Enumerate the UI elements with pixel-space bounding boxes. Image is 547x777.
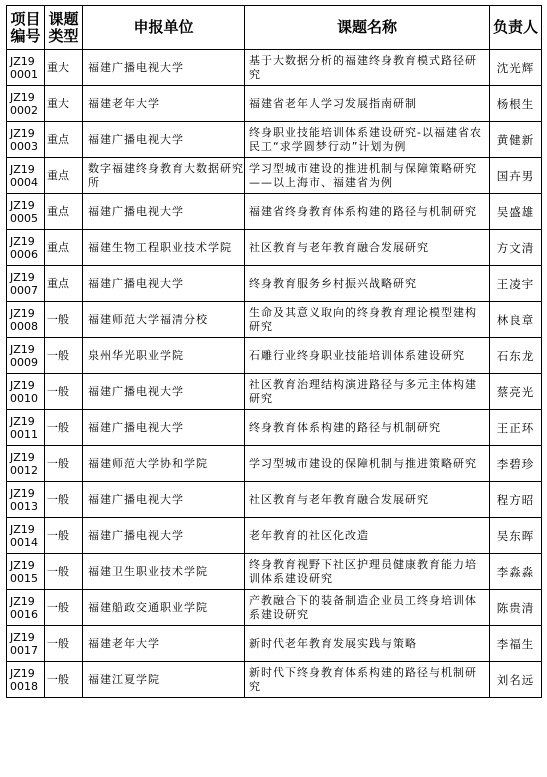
project-title: 社区教育与老年教育融合发展研究 (245, 230, 490, 266)
table-row (7, 374, 542, 410)
header-row (7, 6, 542, 50)
project-type: 一般 (45, 482, 83, 518)
project-code: JZ19 0011 (7, 410, 45, 446)
project-title: 福建省终身教育体系构建的路径与机制研究 (245, 194, 490, 230)
project-leader: 吴东晖 (490, 518, 542, 554)
applicant-unit: 福建广播电视大学 (83, 266, 245, 302)
header-project-type: 课题 类型 (45, 6, 83, 50)
project-code: JZ19 0017 (7, 626, 45, 662)
applicant-unit: 福建广播电视大学 (83, 374, 245, 410)
header-leader: 负责人 (490, 6, 542, 50)
project-title: 老年教育的社区化改造 (245, 518, 490, 554)
project-type: 重点 (45, 194, 83, 230)
table-row (7, 518, 542, 554)
applicant-unit: 福建师范大学福清分校 (83, 302, 245, 338)
table-row (7, 662, 542, 698)
table-row (7, 482, 542, 518)
applicant-unit: 福建广播电视大学 (83, 410, 245, 446)
table-row (7, 338, 542, 374)
project-leader: 林良章 (490, 302, 542, 338)
project-code: JZ19 0010 (7, 374, 45, 410)
applicant-unit: 福建老年大学 (83, 626, 245, 662)
project-code: JZ19 0002 (7, 86, 45, 122)
applicant-unit: 福建生物工程职业技术学院 (83, 230, 245, 266)
project-title: 社区教育与老年教育融合发展研究 (245, 482, 490, 518)
project-leader: 刘名远 (490, 662, 542, 698)
project-title: 终身教育视野下社区护理员健康教育能力培训体系建设研究 (245, 554, 490, 590)
project-type: 重大 (45, 86, 83, 122)
project-type: 一般 (45, 518, 83, 554)
project-leader: 程方昭 (490, 482, 542, 518)
project-title: 终身职业技能培训体系建设研究-以福建省农民工“求学圆梦行动”计划为例 (245, 122, 490, 158)
project-code: JZ19 0013 (7, 482, 45, 518)
project-type: 一般 (45, 446, 83, 482)
project-title: 新时代下终身教育体系构建的路径与机制研究 (245, 662, 490, 698)
project-title: 生命及其意义取向的终身教育理论模型建构研究 (245, 302, 490, 338)
project-code: JZ19 0006 (7, 230, 45, 266)
project-code: JZ19 0008 (7, 302, 45, 338)
header-applicant-unit: 申报单位 (83, 6, 245, 50)
project-leader: 王正环 (490, 410, 542, 446)
project-leader: 黄健新 (490, 122, 542, 158)
project-list-document (6, 5, 542, 698)
applicant-unit: 福建广播电视大学 (83, 122, 245, 158)
project-leader: 李福生 (490, 626, 542, 662)
project-type: 重点 (45, 230, 83, 266)
project-type: 重点 (45, 266, 83, 302)
table-row (7, 302, 542, 338)
project-type: 一般 (45, 554, 83, 590)
project-title: 基于大数据分析的福建终身教育模式路径研究 (245, 50, 490, 86)
project-type: 一般 (45, 302, 83, 338)
project-type: 一般 (45, 590, 83, 626)
project-type: 重点 (45, 158, 83, 194)
project-code: JZ19 0015 (7, 554, 45, 590)
project-table (6, 5, 542, 698)
project-title: 学习型城市建设的保障机制与推进策略研究 (245, 446, 490, 482)
project-title: 终身教育体系构建的路径与机制研究 (245, 410, 490, 446)
project-code: JZ19 0007 (7, 266, 45, 302)
applicant-unit: 泉州华光职业学院 (83, 338, 245, 374)
table-row (7, 410, 542, 446)
project-leader: 蔡亮光 (490, 374, 542, 410)
project-type: 一般 (45, 662, 83, 698)
header-project-title: 课题名称 (245, 6, 490, 50)
applicant-unit: 数字福建终身教育大数据研究所 (83, 158, 245, 194)
applicant-unit: 福建广播电视大学 (83, 518, 245, 554)
project-leader: 王凌宇 (490, 266, 542, 302)
project-type: 重大 (45, 50, 83, 86)
project-title: 福建省老年人学习发展指南研制 (245, 86, 490, 122)
applicant-unit: 福建卫生职业技术学院 (83, 554, 245, 590)
project-leader: 国卉男 (490, 158, 542, 194)
project-code: JZ19 0009 (7, 338, 45, 374)
table-row (7, 554, 542, 590)
table-row (7, 626, 542, 662)
project-code: JZ19 0012 (7, 446, 45, 482)
table-row (7, 86, 542, 122)
table-row (7, 590, 542, 626)
project-code: JZ19 0014 (7, 518, 45, 554)
project-leader: 杨根生 (490, 86, 542, 122)
table-row (7, 446, 542, 482)
project-title: 终身教育服务乡村振兴战略研究 (245, 266, 490, 302)
table-row (7, 230, 542, 266)
project-title: 产教融合下的装备制造企业员工终身培训体系建设研究 (245, 590, 490, 626)
header-project-code: 项目 编号 (7, 6, 45, 50)
project-title: 石雕行业终身职业技能培训体系建设研究 (245, 338, 490, 374)
project-type: 一般 (45, 410, 83, 446)
project-type: 重点 (45, 122, 83, 158)
project-code: JZ19 0005 (7, 194, 45, 230)
applicant-unit: 福建广播电视大学 (83, 50, 245, 86)
project-code: JZ19 0001 (7, 50, 45, 86)
project-title: 学习型城市建设的推进机制与保障策略研究——以上海市、福建省为例 (245, 158, 490, 194)
project-leader: 沈光辉 (490, 50, 542, 86)
project-title: 社区教育治理结构演进路径与多元主体构建研究 (245, 374, 490, 410)
applicant-unit: 福建广播电视大学 (83, 194, 245, 230)
project-code: JZ19 0003 (7, 122, 45, 158)
table-row (7, 122, 542, 158)
table-row (7, 158, 542, 194)
project-leader: 李淼淼 (490, 554, 542, 590)
applicant-unit: 福建江夏学院 (83, 662, 245, 698)
project-title: 新时代老年教育发展实践与策略 (245, 626, 490, 662)
table-row (7, 266, 542, 302)
project-leader: 陈贵清 (490, 590, 542, 626)
applicant-unit: 福建老年大学 (83, 86, 245, 122)
project-leader: 石东龙 (490, 338, 542, 374)
table-row (7, 194, 542, 230)
project-code: JZ19 0016 (7, 590, 45, 626)
project-type: 一般 (45, 338, 83, 374)
table-row (7, 50, 542, 86)
project-type: 一般 (45, 626, 83, 662)
project-code: JZ19 0004 (7, 158, 45, 194)
applicant-unit: 福建船政交通职业学院 (83, 590, 245, 626)
project-code: JZ19 0018 (7, 662, 45, 698)
applicant-unit: 福建师范大学协和学院 (83, 446, 245, 482)
project-leader: 吴盛雄 (490, 194, 542, 230)
project-type: 一般 (45, 374, 83, 410)
project-leader: 李碧珍 (490, 446, 542, 482)
applicant-unit: 福建广播电视大学 (83, 482, 245, 518)
project-leader: 方文清 (490, 230, 542, 266)
